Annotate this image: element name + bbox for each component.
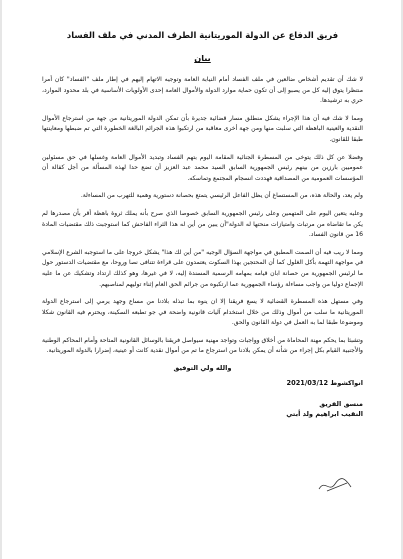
- signature-name: النقيب ابراهيم ولد أبتي: [286, 410, 363, 419]
- paragraph-3: وفضلا عن كل ذلك يتوخى من المسطرة الجنائية المقامة اليوم بتهم الفساد وتبديد الأموال العامة وغسلها في حق مسئولين عموميين بارزين من بينهم رئيس الجمهورية السابق السيد محمد عبد العزيز أن تضع حدا لهذه المسألة من أجل كفالة أن المؤسسات العمومية من المصداقية فهددت انسجام المجتمع وتماسكه.: [42, 153, 363, 182]
- paragraph-4: ولم يعد، والحالة هذه، من المستساغ أن يظل الفاعل الرئيسي يتمتع بحصانة دستورية وهمية للتهرب من المساءلة.: [80, 192, 363, 200]
- handwritten-signature: [317, 475, 357, 495]
- paragraph-2: ومما لا شك فيه أن هذا الإجراء يشكل منطلق مسار قضائية جديرة بأن تمكن الدولة الموريتانية من جهة من استرجاع الأموال النقدية والعينية الباهظة التي سلبت منها ومن جهة أخرى معاقبة من ارتكبوا هذه الجرائم البالغة الخطورة التي تم ضبطها ومعاينتها طبقا للقانون.: [42, 114, 363, 143]
- paragraph-1: لا شك أن تقديم أشخاص ضالعين في ملف الفساد أمام النيابة العامة وتوجيه الاتهام إليهم في إطار ملف "الفساد" كان أمرا منتظرا يتوق إليه كل من يصبو إلى أن تكون حماية موارد الدولة والأموال العامة إحدى الأولويات الأساسية في بلد محدود الموارد، حري به ترشيدها.: [42, 76, 363, 105]
- statement-document: [42, 30, 363, 419]
- paragraph-8: وتشبثا بما يحكم مهنة المحاماة من أخلاق وواجبات وتواجد مهنية سيواصل فريقنا بالوسائل القانونية المتاحة وأمام المحاكم الوطنية والأجنبية القيام بكل إجراء من شأنه أن يمكن بلادنا من استرجاع ما تم من أموال نقدية كانت أو عينية، إضرارا بالدولة الموريتانية.: [42, 336, 363, 355]
- document-date: انواكشوط 2021/03/12: [286, 379, 363, 388]
- closing-phrase: والله ولي التوفيق: [173, 364, 232, 373]
- paragraph-6: ومما لا ريب فيه أن الصمت المطبق في مواجهة السؤال الوجيه "من أين لك هذا" يشكل خروجا على ما استوجبه الشرع الإسلامي في مواجهة التهمة بأكل الغلول كما أن المحتجين بهذا السكوت يعتمدون على قراءة تتنافى نصا وروحا، مع مقتضيات الدستور حول ما لرئيس الجمهورية من حصانة ابان قيامه بمهامه الرسمية المسندة إليه، لا في غيرها، وهو كذلك ارتداد وتشكيك عن ما عليه الإجماع دوليا من واجب مساءلة رؤساء الجمهورية عما ارتكبوه من جرائم الحق العام إثناء توليهم لمناصبهم.: [42, 248, 363, 288]
- paragraph-7: وفي مستهل هذه المسطرة القضائية لا يسع فريقنا إلا ان ينوه بما تبذله بلادنا من مساع وجهد يرمي إلى استرجاع الدولة الموريتانية ما سلب من أموال وذلك من خلال استخدام آليات قانونية واضحة في جو تطبعه السكينة، ويحترم فيه القانون شكلا وموضوعا طبقا لما به العمل في دولة القانون والحق.: [42, 298, 363, 327]
- paragraph-5: وعليه يتعين اليوم على المتهمين وعلى رئيس الجمهورية السابق خصوصا الذي صرح بأنه يملك ثروة باهظة أقر بأن مصدرها لم يكن ما تقاضاه من مرتبات وامتيازات منحتها له الدولة"أن يبين من أين له هذا الثراء الفاحش كما استوجبت ذلك مقتضيات المادة 16 من قانون الفساد.: [42, 209, 363, 239]
- document-subtitle: بيان: [194, 53, 211, 63]
- signature-role: منسق الفريق: [319, 400, 363, 409]
- document-title: فريق الدفاع عن الدولة الموريتانية الطرف المدني في ملف الفساد: [66, 30, 339, 40]
